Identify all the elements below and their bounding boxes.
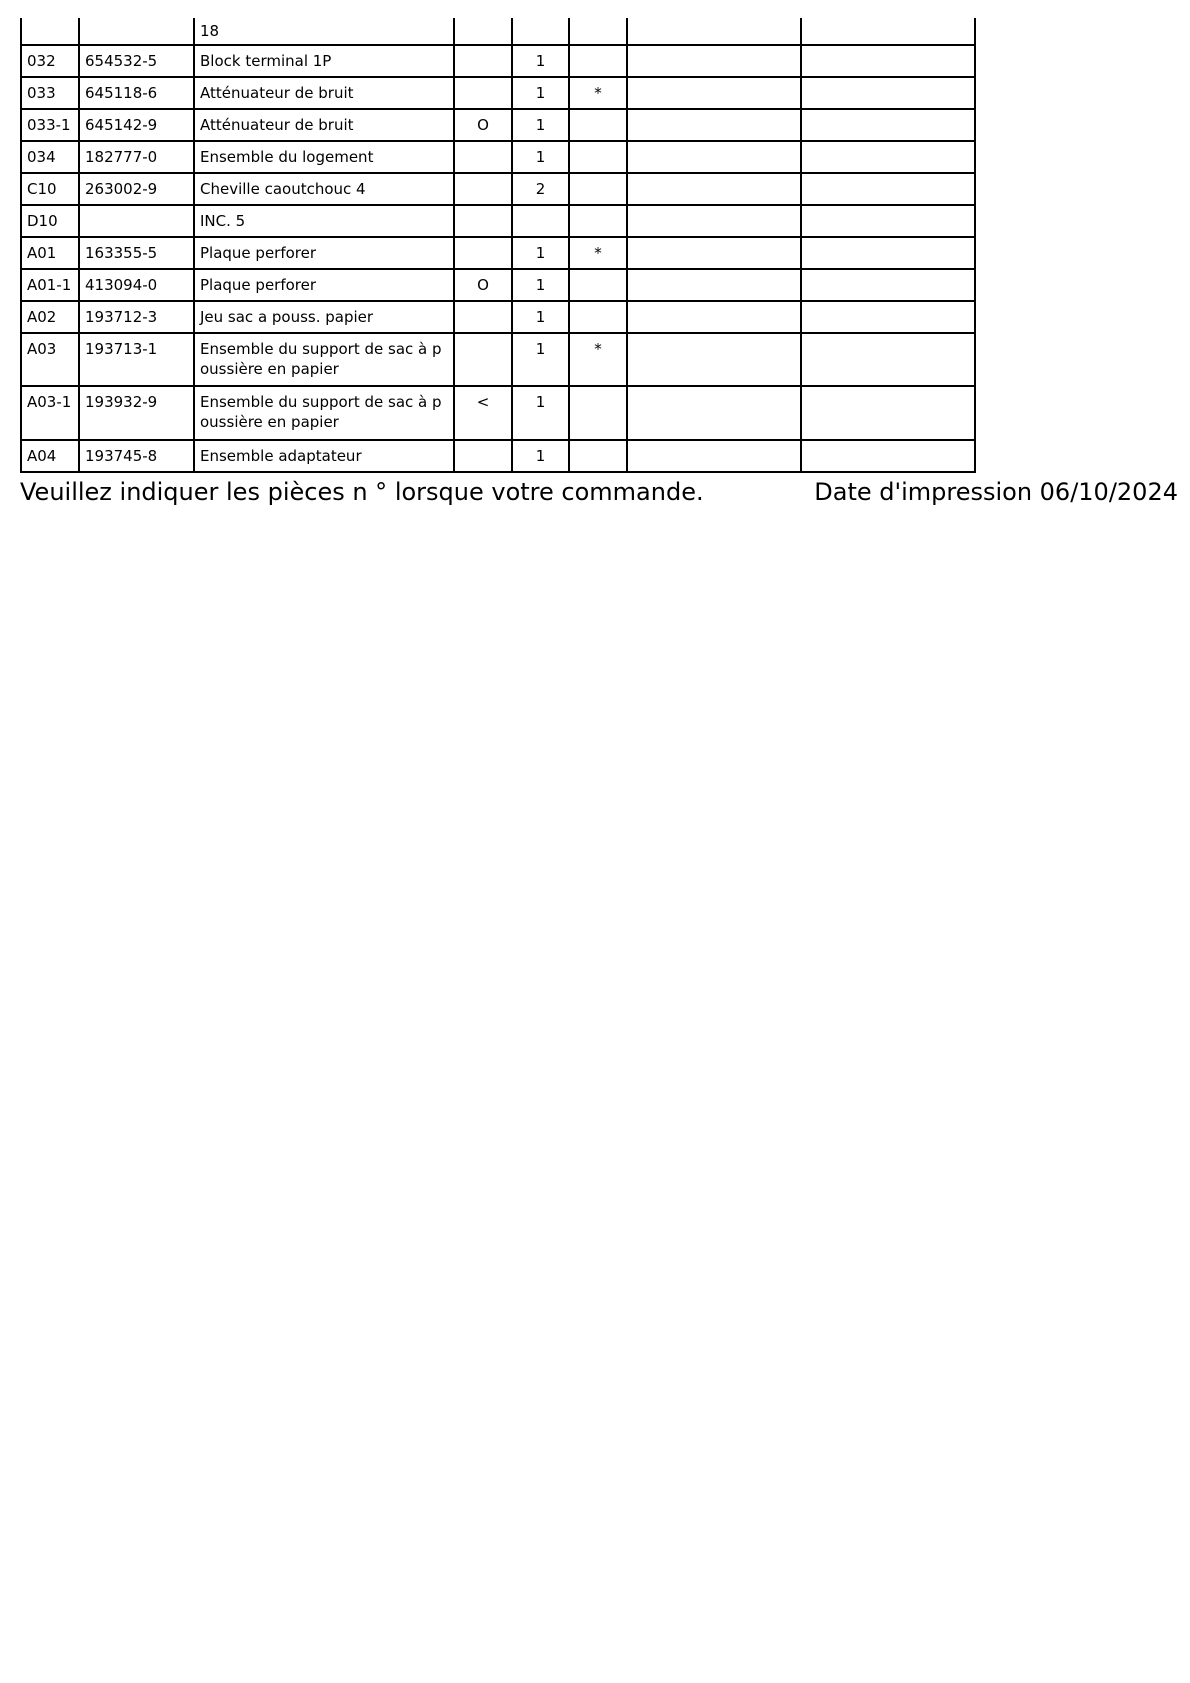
- empty-cell: [801, 440, 975, 472]
- table-row: [21, 141, 975, 173]
- empty-cell: [801, 173, 975, 205]
- description-cell: Ensemble du support de sac à poussière en papier: [194, 333, 454, 386]
- mark-cell: [454, 440, 512, 472]
- part-number-cell: 193713-1: [79, 333, 194, 386]
- note-cell: [569, 45, 627, 77]
- empty-cell: [627, 269, 801, 301]
- description-cell: Atténuateur de bruit: [194, 77, 454, 109]
- quantity-cell: 1: [512, 333, 569, 386]
- note-cell: [569, 386, 627, 440]
- table-row: [21, 386, 975, 440]
- empty-cell: [627, 333, 801, 386]
- quantity-cell: 1: [512, 440, 569, 472]
- empty-cell: [801, 45, 975, 77]
- parts-table: [20, 18, 976, 473]
- mark-cell: O: [454, 109, 512, 141]
- part-number-cell: 182777-0: [79, 141, 194, 173]
- part-number-cell: 163355-5: [79, 237, 194, 269]
- order-note: Veuillez indiquer les pièces n ° lorsque votre commande.: [20, 478, 704, 506]
- empty-cell: [801, 269, 975, 301]
- quantity-cell: [512, 18, 569, 45]
- table-row: [21, 440, 975, 472]
- note-cell: *: [569, 333, 627, 386]
- note-cell: [569, 141, 627, 173]
- description-cell: Ensemble du support de sac à poussière en papier: [194, 386, 454, 440]
- description-cell: Plaque perforer: [194, 269, 454, 301]
- table-row: [21, 173, 975, 205]
- part-number-cell: [79, 18, 194, 45]
- part-number-cell: 193712-3: [79, 301, 194, 333]
- quantity-cell: [512, 205, 569, 237]
- mark-cell: [454, 205, 512, 237]
- mark-cell: [454, 237, 512, 269]
- table-row: [21, 205, 975, 237]
- note-cell: [569, 301, 627, 333]
- empty-cell: [627, 141, 801, 173]
- quantity-cell: 1: [512, 109, 569, 141]
- note-cell: *: [569, 237, 627, 269]
- item-no-cell: 032: [21, 45, 79, 77]
- note-cell: [569, 18, 627, 45]
- description-cell: Ensemble adaptateur: [194, 440, 454, 472]
- note-cell: [569, 173, 627, 205]
- item-no-cell: A03: [21, 333, 79, 386]
- part-number-cell: [79, 205, 194, 237]
- mark-cell: O: [454, 269, 512, 301]
- mark-cell: [454, 173, 512, 205]
- empty-cell: [627, 386, 801, 440]
- empty-cell: [627, 301, 801, 333]
- table-row: [21, 77, 975, 109]
- item-no-cell: [21, 18, 79, 45]
- note-cell: [569, 440, 627, 472]
- part-number-cell: 645142-9: [79, 109, 194, 141]
- empty-cell: [627, 237, 801, 269]
- item-no-cell: 034: [21, 141, 79, 173]
- mark-cell: [454, 77, 512, 109]
- part-number-cell: 193932-9: [79, 386, 194, 440]
- empty-cell: [801, 18, 975, 45]
- empty-cell: [627, 45, 801, 77]
- item-no-cell: A01: [21, 237, 79, 269]
- empty-cell: [801, 386, 975, 440]
- part-number-cell: 654532-5: [79, 45, 194, 77]
- quantity-cell: 1: [512, 45, 569, 77]
- item-no-cell: A01-1: [21, 269, 79, 301]
- part-number-cell: 413094-0: [79, 269, 194, 301]
- table-row: [21, 237, 975, 269]
- empty-cell: [627, 77, 801, 109]
- note-cell: [569, 269, 627, 301]
- mark-cell: <: [454, 386, 512, 440]
- description-cell: Plaque perforer: [194, 237, 454, 269]
- empty-cell: [801, 205, 975, 237]
- table-row: [21, 269, 975, 301]
- empty-cell: [801, 141, 975, 173]
- item-no-cell: 033-1: [21, 109, 79, 141]
- empty-cell: [627, 440, 801, 472]
- description-cell: 18: [194, 18, 454, 45]
- mark-cell: [454, 141, 512, 173]
- note-cell: [569, 109, 627, 141]
- table-row: [21, 18, 975, 45]
- description-cell: Block terminal 1P: [194, 45, 454, 77]
- part-number-cell: 645118-6: [79, 77, 194, 109]
- empty-cell: [627, 205, 801, 237]
- description-cell: Jeu sac a pouss. papier: [194, 301, 454, 333]
- table-row: [21, 109, 975, 141]
- description-cell: Atténuateur de bruit: [194, 109, 454, 141]
- mark-cell: [454, 18, 512, 45]
- description-cell: Ensemble du logement: [194, 141, 454, 173]
- part-number-cell: 263002-9: [79, 173, 194, 205]
- item-no-cell: A03-1: [21, 386, 79, 440]
- item-no-cell: D10: [21, 205, 79, 237]
- mark-cell: [454, 45, 512, 77]
- note-cell: [569, 205, 627, 237]
- item-no-cell: A04: [21, 440, 79, 472]
- table-row: [21, 333, 975, 386]
- description-cell: Cheville caoutchouc 4: [194, 173, 454, 205]
- empty-cell: [801, 237, 975, 269]
- quantity-cell: 1: [512, 141, 569, 173]
- table-row: [21, 45, 975, 77]
- empty-cell: [801, 77, 975, 109]
- empty-cell: [627, 173, 801, 205]
- quantity-cell: 1: [512, 386, 569, 440]
- print-date: Date d'impression 06/10/2024: [814, 478, 1178, 506]
- quantity-cell: 1: [512, 269, 569, 301]
- quantity-cell: 1: [512, 301, 569, 333]
- quantity-cell: 1: [512, 77, 569, 109]
- empty-cell: [627, 18, 801, 45]
- part-number-cell: 193745-8: [79, 440, 194, 472]
- item-no-cell: A02: [21, 301, 79, 333]
- item-no-cell: C10: [21, 173, 79, 205]
- quantity-cell: 2: [512, 173, 569, 205]
- mark-cell: [454, 333, 512, 386]
- empty-cell: [627, 109, 801, 141]
- description-cell: INC. 5: [194, 205, 454, 237]
- empty-cell: [801, 333, 975, 386]
- empty-cell: [801, 109, 975, 141]
- empty-cell: [801, 301, 975, 333]
- note-cell: *: [569, 77, 627, 109]
- item-no-cell: 033: [21, 77, 79, 109]
- quantity-cell: 1: [512, 237, 569, 269]
- mark-cell: [454, 301, 512, 333]
- table-row: [21, 301, 975, 333]
